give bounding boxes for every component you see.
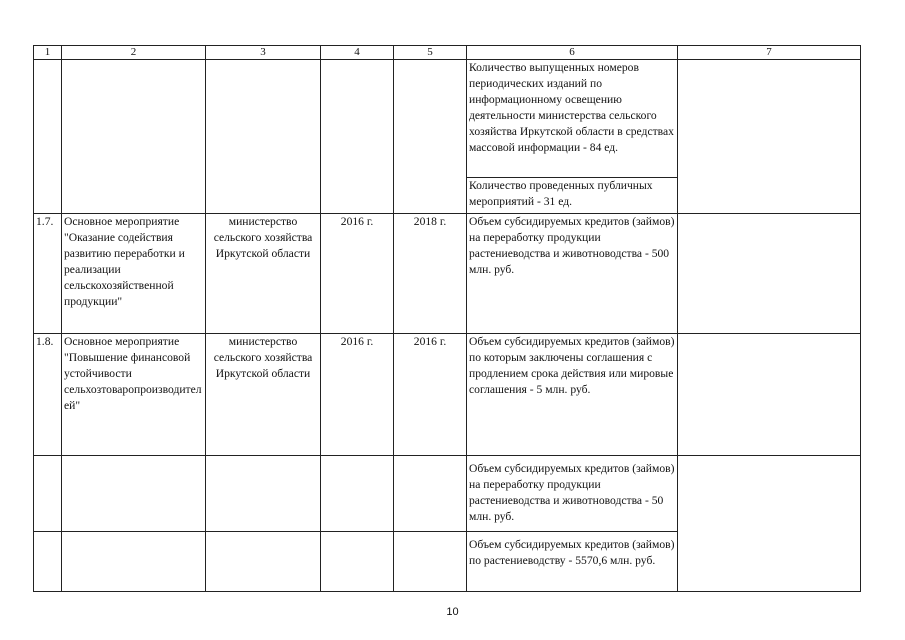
notes-cell [678,60,861,214]
start-year-cell [321,456,394,532]
indicator-cell: Объем субсидируемых кредитов (займов) на переработку продукции растениеводства и животноводства - 50 млн. руб. [467,456,678,532]
number-cell [34,60,62,214]
program-table [33,45,861,592]
indicator-cell: Количество выпущенных номеров периодических изданий по информационному освещению деятельности министерства сельского хозяйства Иркутской области в средствах массовой информации - 84 ед. [467,60,678,178]
column-header-6: 6 [467,46,678,60]
end-year-cell [394,532,467,592]
indicator-cell: Количество проведенных публичных мероприятий - 31 ед. [467,178,678,214]
column-header-1: 1 [34,46,62,60]
table-row [34,334,861,456]
number-cell [34,456,62,532]
column-header-3: 3 [206,46,321,60]
activity-name-cell: Основное мероприятие "Повышение финансовой устойчивости сельхозтоваропроизводителей" [62,334,206,456]
column-header-7: 7 [678,46,861,60]
column-header-4: 4 [321,46,394,60]
table-row [34,60,861,178]
start-year-cell [321,532,394,592]
end-year-cell [394,60,467,214]
executor-cell [206,456,321,532]
activity-name-cell [62,60,206,214]
start-year-cell: 2016 г. [321,334,394,456]
end-year-cell: 2016 г. [394,334,467,456]
column-header-5: 5 [394,46,467,60]
notes-cell [678,334,861,456]
page-number: 10 [446,606,459,618]
start-year-cell [321,60,394,214]
activity-name-cell [62,532,206,592]
end-year-cell: 2018 г. [394,214,467,334]
indicator-cell: Объем субсидируемых кредитов (займов) по которым заключены соглашения с продлением срока действия или мировые соглашения - 5 млн. руб. [467,334,678,456]
table-row [34,214,861,334]
executor-cell [206,60,321,214]
notes-cell [678,456,861,592]
indicator-cell: Объем субсидируемых кредитов (займов) по растениеводству - 5570,6 млн. руб. [467,532,678,592]
executor-cell: министерство сельского хозяйства Иркутской области [206,214,321,334]
number-cell: 1.7. [34,214,62,334]
activity-name-cell [62,456,206,532]
end-year-cell [394,456,467,532]
number-cell: 1.8. [34,334,62,456]
number-cell [34,532,62,592]
column-number-row [34,46,861,60]
start-year-cell: 2016 г. [321,214,394,334]
notes-cell [678,214,861,334]
column-header-2: 2 [62,46,206,60]
table-row [34,456,861,532]
executor-cell: министерство сельского хозяйства Иркутской области [206,334,321,456]
executor-cell [206,532,321,592]
activity-name-cell: Основное мероприятие "Оказание содействия развитию переработки и реализации сельскохозяйственной продукции" [62,214,206,334]
indicator-cell: Объем субсидируемых кредитов (займов) на переработку продукции растениеводства и животноводства - 500 млн. руб. [467,214,678,334]
